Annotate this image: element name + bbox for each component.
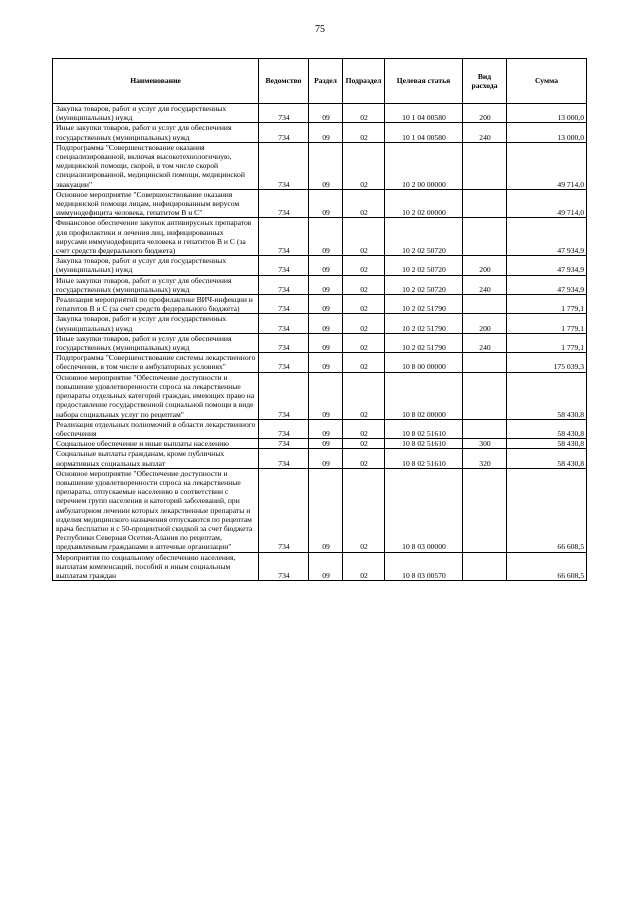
- table-row: [53, 295, 587, 314]
- cell-dept: 734: [259, 275, 309, 294]
- cell-section: 09: [309, 275, 343, 294]
- cell-subsection: 02: [343, 353, 385, 372]
- cell-expense: 320: [463, 449, 507, 468]
- cell-section: 09: [309, 468, 343, 552]
- cell-subsection: 02: [343, 256, 385, 275]
- cell-expense: [463, 295, 507, 314]
- cell-subsection: 02: [343, 419, 385, 438]
- cell-section: 09: [309, 104, 343, 123]
- cell-subsection: 02: [343, 372, 385, 419]
- header-dept: Ведомство: [259, 59, 309, 104]
- cell-target: 10 8 03 00000: [385, 468, 463, 552]
- cell-sum: 58 430,8: [507, 449, 587, 468]
- cell-sum: 58 430,8: [507, 439, 587, 449]
- cell-section: 09: [309, 449, 343, 468]
- cell-target: 10 1 04 00580: [385, 104, 463, 123]
- cell-dept: 734: [259, 333, 309, 352]
- cell-dept: 734: [259, 142, 309, 189]
- table-row: [53, 218, 587, 256]
- cell-expense: [463, 353, 507, 372]
- table-row: [53, 142, 587, 189]
- cell-expense: 240: [463, 333, 507, 352]
- table-row: [53, 552, 587, 581]
- header-subsection: Подраздел: [343, 59, 385, 104]
- cell-target: 10 2 02 51790: [385, 295, 463, 314]
- cell-expense: 240: [463, 275, 507, 294]
- cell-sum: 47 934,9: [507, 275, 587, 294]
- cell-name: Реализация мероприятий по профилактике ВИЧ-инфекции и гепатитов В и С (за счет средств федерального бюджета): [53, 295, 259, 314]
- cell-target: 10 2 02 50720: [385, 275, 463, 294]
- cell-sum: 58 430,8: [507, 372, 587, 419]
- cell-sum: 175 039,3: [507, 353, 587, 372]
- cell-name: Социальные выплаты гражданам, кроме публичных нормативных социальных выплат: [53, 449, 259, 468]
- cell-dept: 734: [259, 419, 309, 438]
- cell-name: Подпрограмма "Совершенствование системы лекарственного обеспечения, в том числе в амбулаторных условиях": [53, 353, 259, 372]
- cell-name: Мероприятия по социальному обеспечению населения, выплатам компенсаций, пособий и иным социальным выплатам граждан: [53, 552, 259, 581]
- cell-name: Закупка товаров, работ и услуг для государственных (муниципальных) нужд: [53, 256, 259, 275]
- cell-expense: [463, 142, 507, 189]
- cell-target: 10 8 02 51610: [385, 419, 463, 438]
- cell-target: 10 8 03 00570: [385, 552, 463, 581]
- cell-subsection: 02: [343, 468, 385, 552]
- budget-table: [52, 58, 587, 581]
- cell-name: Реализация отдельных полномочий в области лекарственного обеспечения: [53, 419, 259, 438]
- cell-expense: [463, 419, 507, 438]
- cell-dept: 734: [259, 104, 309, 123]
- cell-section: 09: [309, 189, 343, 218]
- cell-target: 10 8 02 51610: [385, 439, 463, 449]
- cell-dept: 734: [259, 256, 309, 275]
- header-expense: Вид расхода: [463, 59, 507, 104]
- cell-subsection: 02: [343, 333, 385, 352]
- cell-dept: 734: [259, 468, 309, 552]
- cell-dept: 734: [259, 449, 309, 468]
- cell-sum: 66 608,5: [507, 468, 587, 552]
- cell-subsection: 02: [343, 142, 385, 189]
- table-row: [53, 314, 587, 333]
- cell-section: 09: [309, 256, 343, 275]
- cell-sum: 66 608,5: [507, 552, 587, 581]
- cell-subsection: 02: [343, 123, 385, 142]
- cell-sum: 49 714,0: [507, 189, 587, 218]
- cell-target: 10 2 02 51790: [385, 333, 463, 352]
- cell-target: 10 2 02 00000: [385, 189, 463, 218]
- cell-dept: 734: [259, 552, 309, 581]
- table-row: [53, 449, 587, 468]
- cell-sum: 1 779,1: [507, 333, 587, 352]
- table-row: [53, 104, 587, 123]
- table-row: [53, 419, 587, 438]
- cell-sum: 13 000,0: [507, 123, 587, 142]
- cell-name: Иные закупки товаров, работ и услуг для обеспечения государственных (муниципальных) нужд: [53, 333, 259, 352]
- table-row: [53, 333, 587, 352]
- header-section: Раздел: [309, 59, 343, 104]
- cell-name: Закупка товаров, работ и услуг для государственных (муниципальных) нужд: [53, 104, 259, 123]
- cell-target: 10 1 04 00580: [385, 123, 463, 142]
- cell-section: 09: [309, 353, 343, 372]
- cell-expense: 300: [463, 439, 507, 449]
- cell-section: 09: [309, 314, 343, 333]
- header-name: Наименование: [53, 59, 259, 104]
- cell-sum: 47 934,9: [507, 218, 587, 256]
- cell-dept: 734: [259, 439, 309, 449]
- cell-subsection: 02: [343, 189, 385, 218]
- table-row: [53, 439, 587, 449]
- table-row: [53, 468, 587, 552]
- cell-name: Социальное обеспечение и иные выплаты населению: [53, 439, 259, 449]
- cell-sum: 47 934,9: [507, 256, 587, 275]
- cell-subsection: 02: [343, 552, 385, 581]
- cell-name: Иные закупки товаров, работ и услуг для обеспечения государственных (муниципальных) нужд: [53, 123, 259, 142]
- cell-expense: [463, 468, 507, 552]
- cell-dept: 734: [259, 123, 309, 142]
- cell-section: 09: [309, 142, 343, 189]
- cell-target: 10 8 00 00000: [385, 353, 463, 372]
- cell-section: 09: [309, 295, 343, 314]
- cell-subsection: 02: [343, 104, 385, 123]
- cell-name: Закупка товаров, работ и услуг для государственных (муниципальных) нужд: [53, 314, 259, 333]
- cell-section: 09: [309, 123, 343, 142]
- table-row: [53, 189, 587, 218]
- cell-name: Иные закупки товаров, работ и услуг для обеспечения государственных (муниципальных) нужд: [53, 275, 259, 294]
- cell-subsection: 02: [343, 449, 385, 468]
- header-target: Целевая статья: [385, 59, 463, 104]
- cell-dept: 734: [259, 314, 309, 333]
- table-header-row: [53, 59, 587, 104]
- cell-name: Финансовое обеспечение закупок антивирусных препаратов для профилактики и лечения лиц, инфицированных вирусами иммунодефицита человека и гепатитов В и С (за счет средств федерального бюджета): [53, 218, 259, 256]
- cell-subsection: 02: [343, 295, 385, 314]
- cell-expense: 240: [463, 123, 507, 142]
- cell-target: 10 8 02 00000: [385, 372, 463, 419]
- cell-section: 09: [309, 439, 343, 449]
- cell-subsection: 02: [343, 314, 385, 333]
- cell-name: Основное мероприятие "Обеспечение доступности и повышение удовлетворенности спроса на лекарственные препараты, отпускаемые населению в соответствии с перечнем групп населения и категорий заболеваний, при амбулаторном лечении которых лекарственные препараты и изделия медицинского назначения отпускаются по рецептам врача бесплатно и с 50-процентной скидкой за счет бюджета Республики Северная Осетия-Алания по рецептам, предъявленным гражданами в аптечные организации": [53, 468, 259, 552]
- table-row: [53, 275, 587, 294]
- cell-target: 10 2 02 50720: [385, 256, 463, 275]
- cell-section: 09: [309, 419, 343, 438]
- cell-subsection: 02: [343, 439, 385, 449]
- cell-sum: 13 000,0: [507, 104, 587, 123]
- cell-subsection: 02: [343, 275, 385, 294]
- cell-name: Подпрограмма "Совершенствование оказания специализированной, включая высокотехнологичную, медицинской помощи, скорой, в том числе скорой специализированной, медицинской помощи, медицинской эвакуации": [53, 142, 259, 189]
- table-row: [53, 123, 587, 142]
- table-body: [53, 104, 587, 581]
- cell-expense: 200: [463, 314, 507, 333]
- cell-expense: 200: [463, 256, 507, 275]
- cell-name: Основное мероприятие "Совершенствование оказания медицинской помощи лицам, инфицированным вирусом иммунодефицита человека, гепатитом В и С": [53, 189, 259, 218]
- cell-expense: [463, 372, 507, 419]
- cell-dept: 734: [259, 295, 309, 314]
- cell-sum: 1 779,1: [507, 314, 587, 333]
- cell-name: Основное мероприятие "Обеспечение доступности и повышение удовлетворенности спроса на лекарственные препараты отдельных категорий граждан, имеющих право на предоставление государственной социальной помощи в виде набора социальных услуг по рецептам": [53, 372, 259, 419]
- cell-expense: [463, 552, 507, 581]
- cell-dept: 734: [259, 372, 309, 419]
- cell-target: 10 8 02 51610: [385, 449, 463, 468]
- cell-section: 09: [309, 552, 343, 581]
- cell-section: 09: [309, 218, 343, 256]
- cell-expense: 200: [463, 104, 507, 123]
- cell-section: 09: [309, 372, 343, 419]
- table-row: [53, 353, 587, 372]
- cell-sum: 49 714,0: [507, 142, 587, 189]
- cell-subsection: 02: [343, 218, 385, 256]
- table-row: [53, 256, 587, 275]
- cell-expense: [463, 218, 507, 256]
- cell-section: 09: [309, 333, 343, 352]
- cell-target: 10 2 02 50720: [385, 218, 463, 256]
- cell-sum: 58 430,8: [507, 419, 587, 438]
- cell-target: 10 2 00 00000: [385, 142, 463, 189]
- header-sum: Сумма: [507, 59, 587, 104]
- table-row: [53, 372, 587, 419]
- cell-dept: 734: [259, 353, 309, 372]
- page-number: 75: [315, 24, 325, 35]
- cell-target: 10 2 02 51790: [385, 314, 463, 333]
- cell-dept: 734: [259, 189, 309, 218]
- cell-sum: 1 779,1: [507, 295, 587, 314]
- cell-expense: [463, 189, 507, 218]
- cell-dept: 734: [259, 218, 309, 256]
